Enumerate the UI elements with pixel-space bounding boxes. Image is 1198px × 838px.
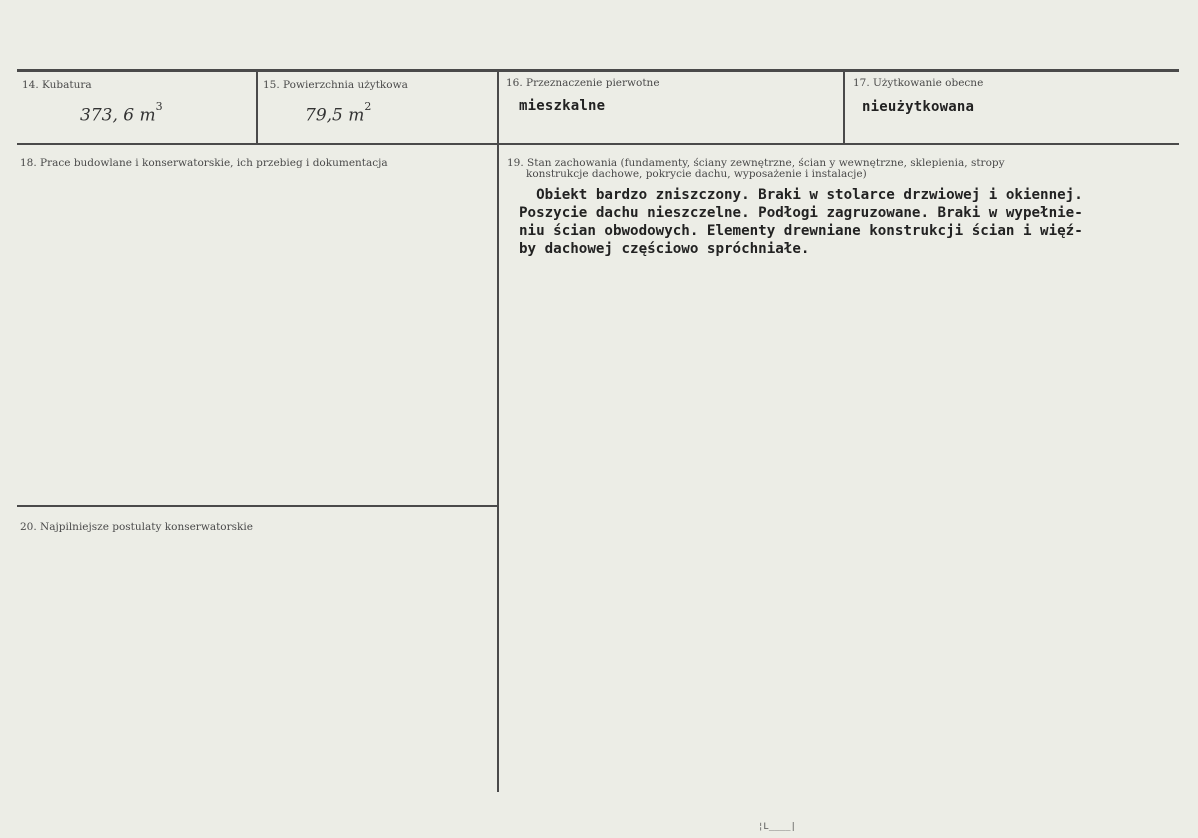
field-17-label: 17. Użytkowanie obecne (853, 77, 984, 89)
field-19-text-line2: Poszycie dachu nieszczelne. Podłogi zagruzowane. Braki w wypełnie- (519, 205, 1083, 221)
field-19-text-line1: Obiekt bardzo zniszczony. Braki w stolarce drzwiowej i okiennej. (519, 187, 1083, 203)
main-divider (497, 144, 499, 792)
field-15-exponent: 2 (364, 100, 372, 113)
field-16-value: mieszkalne (519, 98, 606, 114)
field-20-label: 20. Najpilniejsze postulaty konserwatorskie (20, 521, 253, 533)
field-15-number: 79,5 (305, 105, 343, 126)
field-14-value (80, 100, 163, 126)
field-14-number: 373, 6 (80, 105, 135, 126)
field-17-value: nieużytkowana (862, 99, 975, 115)
field-15-unit: m (348, 105, 365, 126)
field-19-text-line3: niu ścian obwodowych. Elementy drewniane konstrukcji ścian i więź- (519, 223, 1083, 239)
field-15-value (305, 100, 372, 126)
field-14-label: 14. Kubatura (22, 79, 92, 91)
field-18-label: 18. Prace budowlane i konserwatorskie, ich przebieg i dokumentacja (20, 157, 388, 169)
divider-14-15 (256, 70, 258, 145)
rule-18-20 (17, 505, 498, 507)
field-19-text-line4: by dachowej częściowo spróchniałe. (519, 241, 810, 257)
field-16-label: 16. Przeznaczenie pierwotne (506, 77, 660, 89)
field-19-label-line1: 19. Stan zachowania (fundamenty, ściany zewnętrzne, ścian y wewnętrzne, sklepienia, stropy (507, 157, 1005, 169)
footer-mark: ¦L____| (758, 822, 796, 832)
divider-16-17 (843, 70, 845, 145)
divider-15-16 (497, 70, 499, 145)
field-15-label: 15. Powierzchnia użytkowa (263, 79, 408, 91)
row1-bottom-rule (17, 143, 1179, 145)
field-14-unit: m (139, 105, 156, 126)
field-14-exponent: 3 (155, 100, 163, 113)
field-19-label-line2: konstrukcje dachowe, pokrycie dachu, wyposażenie i instalacje) (526, 168, 867, 180)
top-rule (17, 69, 1179, 72)
